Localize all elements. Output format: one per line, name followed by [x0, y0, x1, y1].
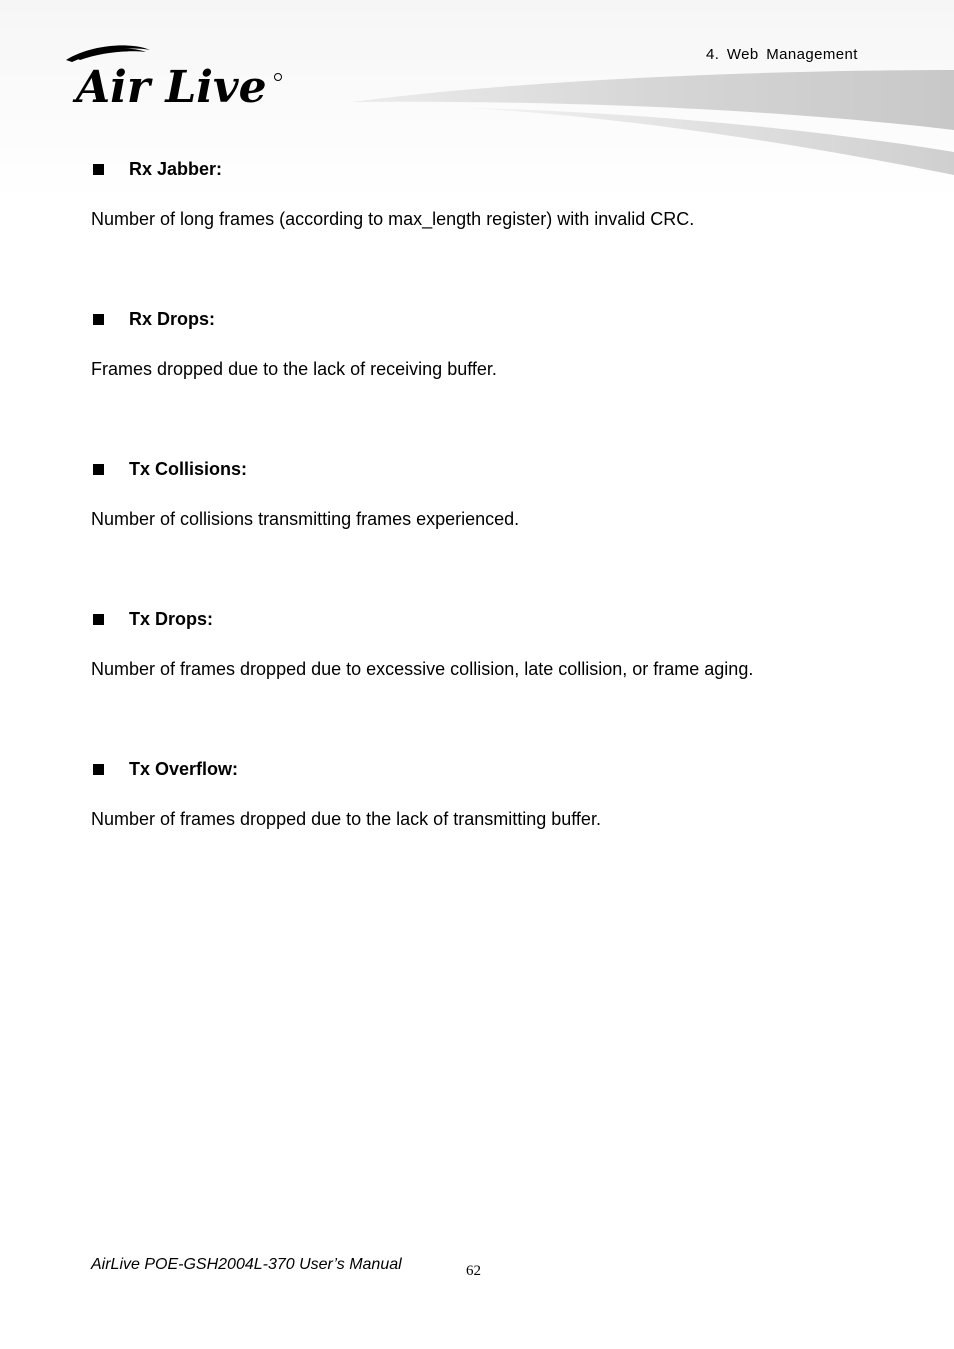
section-tx-collisions [91, 458, 891, 530]
airlive-logo [62, 42, 292, 108]
section-tx-drops [91, 608, 891, 680]
footer-manual-title: AirLive POE-GSH2004L-370 User’s Manual [91, 1256, 402, 1273]
section-heading [91, 758, 891, 780]
section-title: Tx Collisions: [129, 458, 248, 479]
section-heading [91, 608, 891, 630]
page-number: 62 [466, 1263, 481, 1279]
section-title: Tx Overflow: [129, 758, 239, 779]
svg-text:Air Live: Air Live [76, 62, 267, 108]
square-bullet-icon [93, 464, 104, 475]
chapter-title: 4. Web Management [706, 46, 858, 63]
section-heading [91, 158, 891, 180]
square-bullet-icon [93, 614, 104, 625]
section-description: Number of long frames (according to max_length register) with invalid CRC. [91, 209, 695, 229]
section-heading [91, 308, 891, 330]
section-tx-overflow [91, 758, 891, 830]
square-bullet-icon [93, 764, 104, 775]
section-title: Tx Drops: [129, 608, 214, 629]
section-rx-jabber [91, 158, 891, 230]
section-description: Frames dropped due to the lack of receiving buffer. [91, 359, 497, 379]
square-bullet-icon [93, 314, 104, 325]
section-description: Number of frames dropped due to the lack of transmitting buffer. [91, 809, 601, 829]
section-title: Rx Drops: [129, 308, 216, 329]
section-description: Number of collisions transmitting frames experienced. [91, 509, 520, 529]
square-bullet-icon [93, 164, 104, 175]
section-rx-drops [91, 308, 891, 380]
section-description: Number of frames dropped due to excessive collision, late collision, or frame aging. [91, 659, 754, 679]
section-heading [91, 458, 891, 480]
section-title: Rx Jabber: [129, 158, 223, 179]
